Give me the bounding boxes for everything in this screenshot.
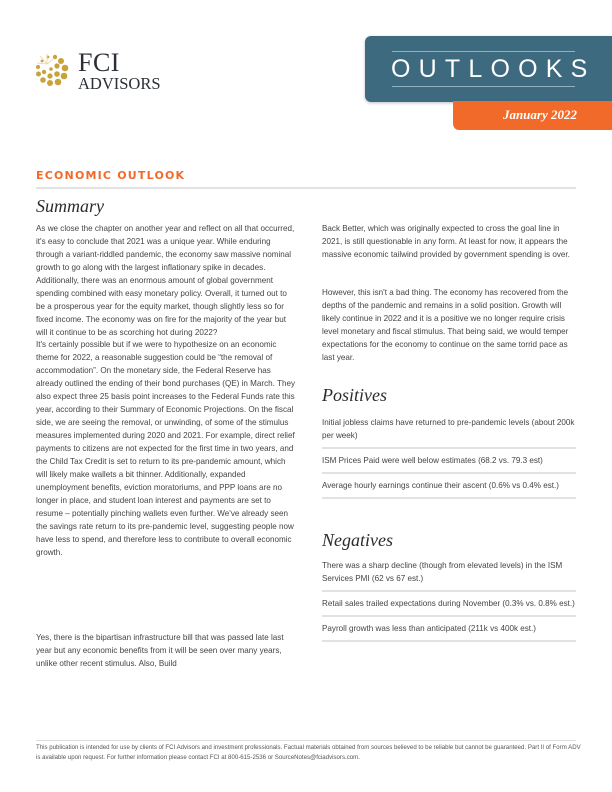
negative-item: Payroll growth was less than anticipated (211k vs 400k est.)	[322, 622, 576, 642]
footer-disclaimer: This publication is intended for use by clients of FCI Advisors and investment professionals. Factual materials obtained from sources believed to be reliable but cannot be guaranteed. Part II of Form ADV is available upon request. For further information please contact FCI at 800-615-2536 or SourceNotes@fciadvisors.com.	[36, 744, 581, 761]
positive-item: Average hourly earnings continue their ascent (0.6% vs 0.4% est.)	[322, 479, 576, 499]
banner-rule-top	[392, 51, 575, 52]
logo-fci-text: FCI	[78, 48, 120, 77]
banner-title: OUTLOOKS	[391, 55, 596, 83]
summary-paragraph-3: Yes, there is the bipartisan infrastructure bill that was passed late last year but any economic benefits from it will be seen over many years, unlike other recent stimulus. Also, Build	[36, 633, 284, 668]
logo-advisors-text: ADVISORS	[78, 74, 161, 93]
summary-paragraph-4: Back Better, which was originally expected to cross the goal line in 2021, is still questionable in any form. At least for now, it appears the massive economic tailwind provided by government spending is over.	[322, 224, 570, 259]
banner-rule-bottom	[392, 86, 575, 87]
negatives-list	[322, 559, 576, 647]
summary-paragraph-1: As we close the chapter on another year and reflect on all that occurred, it's easy to conclude that 2021 was a unique year. While enduring through a variant-riddled pandemic, the economy saw massive nominal growth to go along with the largest inflationary spike in decades. Additionally, there was an enormous amount of global government spending combined with easy monetary policy. Overall, it turned out to be a prosperous year for the equity market, though slightly less so for fixed income. The economy was on fire for the majority of the year but will it continue to be as scorching hot during 2022?	[36, 224, 295, 337]
positives-heading: Positives	[322, 385, 387, 405]
fci-advisors-logo	[35, 50, 185, 95]
summary-paragraph-2: It's certainly possible but if we were to hypothesize on an economic theme for 2022, a reasonable suggestion could be “the removal of accommodation”. On the monetary side, the Federal Reserve has already outlined the ending of their bond purchases (QE) in March. They also expect three 25 basis point increases to the Federal Funds rate this year, according to their Summary of Economic Projections. On the fiscal side, we are seeing the removal, or unwinding, of some of the stimulus measures implemented during 2020 and 2021. For example, direct relief payments to citizens are not expected for the first time in two years, and the Child Tax Credit is set to return to its pre-pandemic amount, which will likely make wallets a bit thinner. Additionally, expanded unemployment benefits, eviction moratoriums, and PPP loans are no longer in place, and student loan interest and payments are set to resume – potentially pinching wallets even further. We've already seen the savings rate return to its pre-pandemic level, suggesting people now have less to spend, and therefore less to contribute to overall economic growth.	[36, 340, 295, 557]
outlooks-banner	[365, 36, 612, 102]
negative-item: There was a sharp decline (though from elevated levels) in the ISM Services PMI (62 vs 67 est.)	[322, 559, 576, 592]
summary-heading: Summary	[36, 196, 104, 216]
globe-logo-icon	[35, 53, 69, 87]
summary-paragraph-5: However, this isn't a bad thing. The economy has recovered from the depths of the pandemic and remains in a solid position. Growth will likely continue in 2022 and it is a positive we no longer require crisis level monetary and fiscal stimulus. That being said, we would temper expectations for the economy to continue on the same torrid pace as last year.	[322, 288, 569, 362]
section-label: ECONOMIC OUTLOOK	[36, 169, 186, 182]
footer-divider	[36, 740, 576, 741]
negative-item: Retail sales trailed expectations during November (0.3% vs. 0.8% est.)	[322, 597, 576, 617]
section-divider	[36, 187, 576, 189]
negatives-heading: Negatives	[322, 530, 393, 550]
positives-list	[322, 416, 576, 504]
publication-date: January 2022	[502, 107, 577, 122]
date-tab	[453, 101, 612, 130]
positive-item: Initial jobless claims have returned to pre-pandemic levels (about 200k per week)	[322, 416, 576, 449]
positive-item: ISM Prices Paid were well below estimates (68.2 vs. 79.3 est)	[322, 454, 576, 474]
